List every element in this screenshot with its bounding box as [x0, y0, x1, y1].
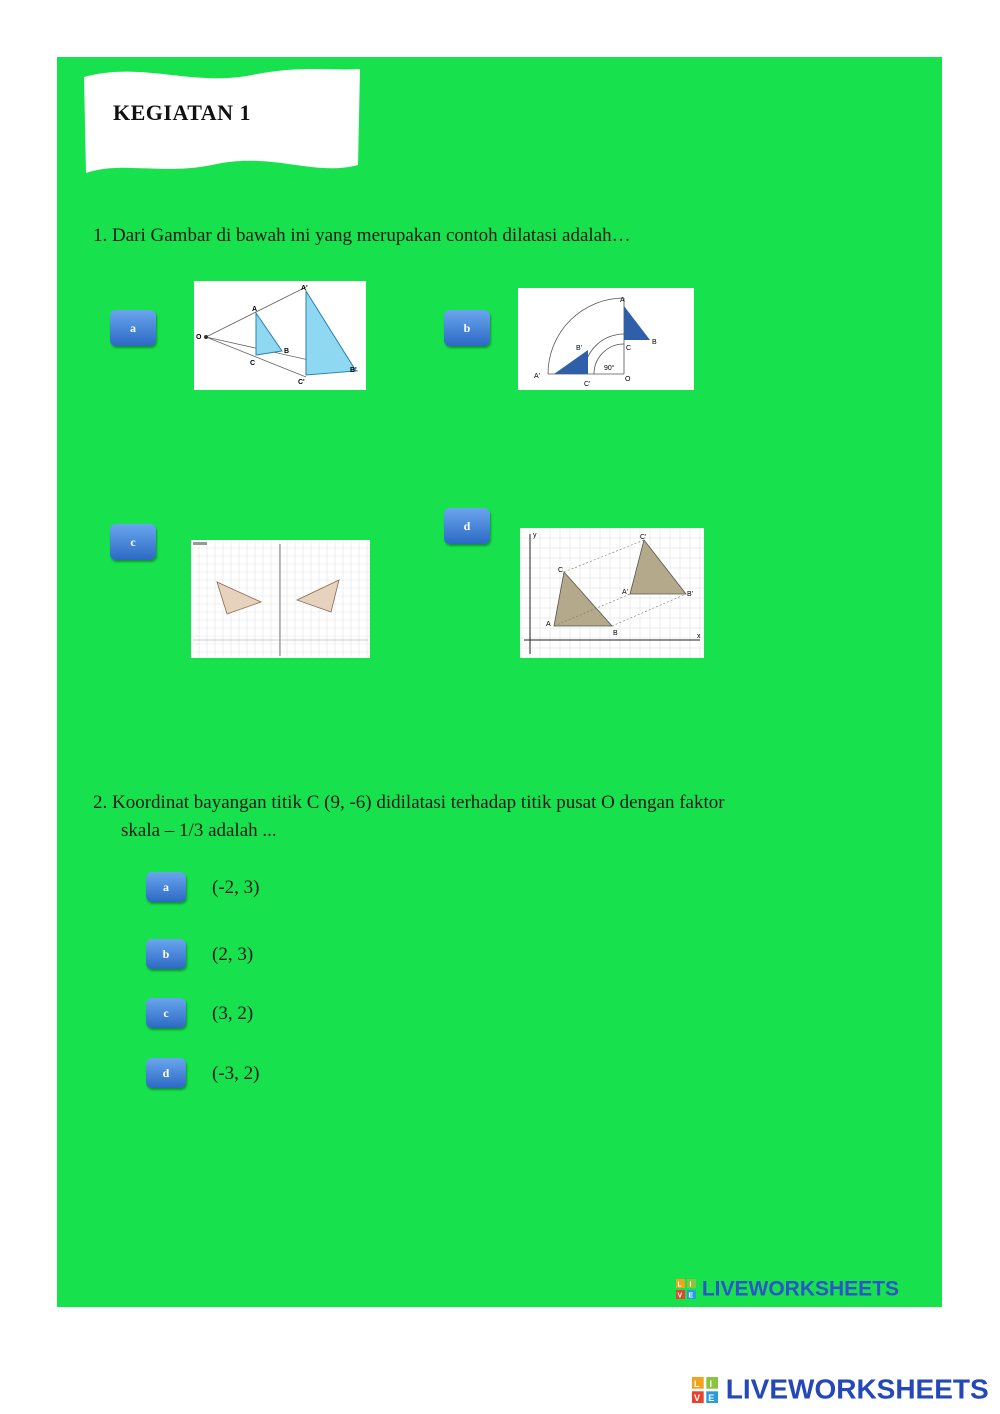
svg-text:V: V — [693, 1392, 701, 1403]
fig-b-label-C: C — [626, 345, 632, 352]
fig-d-label-C-prime: C' — [640, 534, 647, 541]
fig-a-label-C-prime: C' — [298, 379, 305, 386]
q2-option-d-value: (-3, 2) — [212, 1063, 260, 1084]
question-1-text: 1. Dari Gambar di bawah ini yang merupakan contoh dilatasi adalah… — [93, 225, 631, 246]
q2-option-c-value: (3, 2) — [212, 1003, 254, 1024]
fig-d-label-A-prime: A' — [622, 589, 629, 596]
question-2-text-line2: skala – 1/3 adalah ... — [121, 820, 277, 841]
q1-option-a-figure — [194, 281, 366, 390]
fig-a-label-A-prime: A' — [301, 285, 308, 292]
q2-option-b-value: (2, 3) — [212, 944, 254, 965]
q2-option-a-button[interactable]: a — [146, 872, 186, 902]
svg-text:I: I — [689, 1281, 692, 1289]
svg-text:L: L — [693, 1378, 700, 1389]
q2-option-a-value: (-2, 3) — [212, 877, 260, 898]
fig-b-label-A: A — [620, 297, 625, 304]
fig-a-label-B: B — [284, 348, 290, 355]
liveworksheets-logo-inner — [676, 1277, 899, 1301]
fig-b-label-C-prime: C' — [584, 381, 591, 388]
fig-a-label-A: A — [252, 306, 258, 313]
fig-d-label-A: A — [546, 621, 551, 628]
liveworksheets-wordmark-inner: LIVEWORKSHEETS — [701, 1277, 900, 1301]
q1-option-d-figure — [520, 528, 704, 658]
fig-b-label-B: B — [652, 339, 657, 346]
question-2-text-line1: 2. Koordinat bayangan titik C (9, -6) didilatasi terhadap titik pusat O dengan faktor — [93, 792, 725, 813]
q2-option-d-button[interactable]: d — [146, 1058, 186, 1088]
fig-d-label-C: C — [558, 567, 564, 574]
svg-text:V: V — [677, 1292, 683, 1300]
svg-text:L: L — [677, 1281, 682, 1289]
fig-a-label-C: C — [250, 360, 256, 367]
q1-option-c-button[interactable]: c — [110, 524, 156, 560]
fig-a-label-B-prime: B' — [350, 367, 357, 374]
q1-option-a-button[interactable]: a — [110, 310, 156, 346]
liveworksheets-wordmark: LIVEWORKSHEETS — [725, 1373, 989, 1405]
svg-text:I: I — [709, 1378, 713, 1389]
fig-d-label-B-prime: B' — [687, 591, 694, 598]
fig-a-label-O: O — [196, 334, 202, 341]
svg-text:E: E — [708, 1392, 715, 1403]
fig-b-label-B-prime: B' — [576, 345, 583, 352]
q1-option-b-button[interactable]: b — [444, 310, 490, 346]
fig-d-label-B: B — [613, 630, 618, 637]
liveworksheets-logo[interactable] — [692, 1372, 989, 1406]
liveworksheets-mark-icon-large — [692, 1377, 718, 1403]
q2-option-c-button[interactable]: c — [146, 998, 186, 1028]
activity-title: KEGIATAN 1 — [112, 100, 252, 125]
q1-option-b-figure — [518, 288, 694, 390]
q1-option-c-figure — [191, 540, 370, 658]
fig-b-label-O: O — [625, 376, 631, 383]
fig-b-label-angle: 90° — [604, 365, 615, 372]
liveworksheets-mark-icon — [676, 1279, 696, 1299]
fig-d-label-y: y — [533, 532, 537, 539]
svg-text:E: E — [688, 1292, 694, 1300]
fig-b-label-A-prime: A' — [534, 373, 541, 380]
fig-d-label-x: x — [697, 633, 701, 640]
q1-option-d-button[interactable]: d — [444, 508, 490, 544]
q2-option-b-button[interactable]: b — [146, 939, 186, 969]
